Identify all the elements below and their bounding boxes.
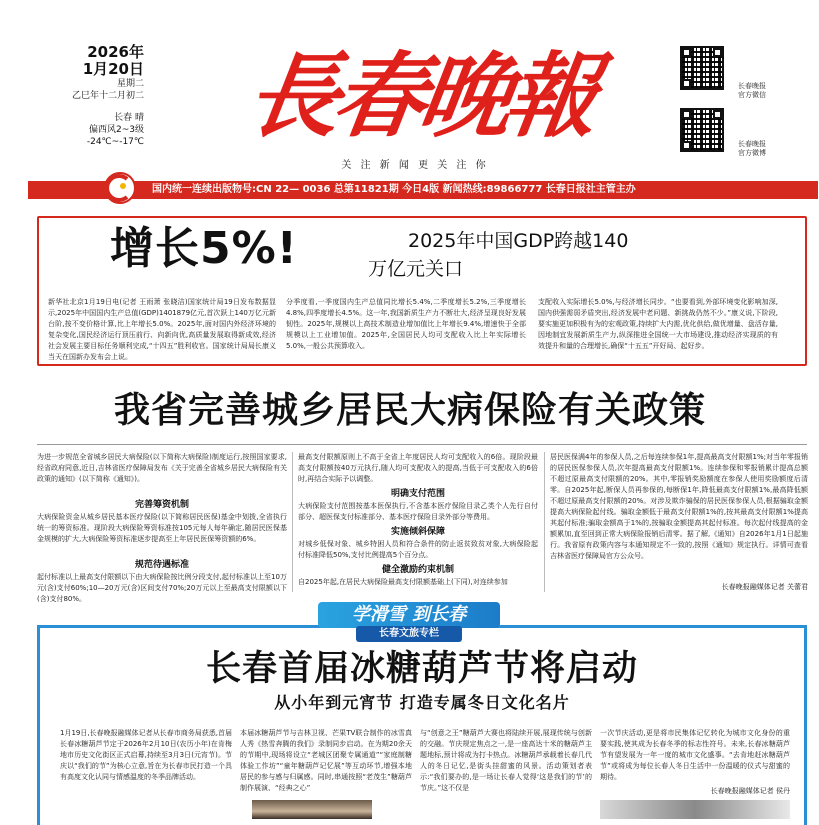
qr-wechat-label-1: 长春晚报 xyxy=(738,82,766,90)
divider xyxy=(37,444,807,445)
weather-temperature: -24℃~-17℃ xyxy=(86,137,144,147)
story2-intro: 为进一步规范全省城乡居民大病保险(以下简称大病保险)制度运行,按照国家要求,经省政府同意,近日,吉林省医疗保障局发布《关于完善全省城乡居民大病保险有关政策的通知》(以下简称《通知》)。 xyxy=(37,453,287,483)
date-lunar: 乙巳年十二月初二 xyxy=(71,91,144,101)
publication-info-text: 国内统一连续出版物号:CN 22— 0036 总第11821期 今日4版 新闻热线:89866777 长春日报社主管主办 xyxy=(152,184,636,195)
story1-column-3: 支配收入实际增长5.0%,与经济增长同步。“也要看到,外部环境变化影响加深,国内供强需弱矛盾突出,经济发展中老问题、新挑战仍然不少。”康义说,下阶段,要实施更加积极有为的宏观政策,持续扩大内需,优化供给,做优增量、盘活存量,因地制宜发展新质生产力,纵深推进全国统一大市场建设,推动经济实现质的有效提升和量的合理增长,确保“十五五”开好局、起好步。 xyxy=(538,298,778,350)
story3-photo xyxy=(600,800,790,819)
qr-code-icon[interactable] xyxy=(680,46,724,90)
story1-headline[interactable]: 增长5%! xyxy=(110,223,298,274)
story3-subtitle: 从小年到元宵节 打造专属冬日文化名片 xyxy=(274,693,570,712)
story1-column-1: 新华社北京1月19日电(记者 王雨萧 张晓洁)国家统计局19日发布数据显示,2025年中国国内生产总值(GDP)1401879亿元,首次跃上140万亿元新台阶,按不变价格计算,比上年增长5.0%。2025年,面对国内外经济环境的复杂变化,国民经济运行顶压前行、向新向优,高质量发展取得新成效,经济社会发展主要目标任务顺利完成,“十四五”胜利收官。国家统计局局长康义当天在国新办发布会上说。 xyxy=(48,298,276,361)
story1-column-2: 分季度看,一季度国内生产总值同比增长5.4%,二季度增长5.2%,三季度增长4.8%,四季度增长4.5%。这一年,我国新质生产力不断壮大,经济呈现良好发展韧性。2025年,规模以上高技术制造业增加值比上年增长9.4%,增速快于全部规模以上工业增加值。2025年,全国居民人均可支配收入比上年实际增长5.0%,一般公共预算收入。 xyxy=(286,298,526,350)
masthead-date-block xyxy=(48,44,144,148)
banner-title: 学滑雪 到长春 xyxy=(318,602,500,628)
story2-paragraph-scope: 大病保险支付范围按基本医保执行,不含基本医疗保险目录乙类个人先行自付部分、超医保支付标准部分、基本医疗保险目录外部分等费用。 xyxy=(298,502,538,521)
story2-subhead-scope: 明确支付范围 xyxy=(390,489,445,499)
qr-weibo-label-1: 长春晚报 xyxy=(738,140,766,148)
paper-emblem-icon xyxy=(101,171,139,205)
story3-byline: 长春晚报融媒体记者 侯丹 xyxy=(710,787,790,795)
story1-subtitle-line2: 万亿元关口 xyxy=(368,258,464,280)
story2-paragraph-funding: 大病保险资金从城乡居民基本医疗保险(以下简称居民医保)基金中划拨,全省执行统一的筹资标准。现阶段大病保险筹资标准按105元每人每年确定,随居民医保基金规模的扩大,大病保险筹资标准逐步提高至上年居民医保筹资额的6%。 xyxy=(37,513,287,543)
qr-wechat-label-2: 官方微信 xyxy=(738,91,766,99)
masthead-slogan: 关 注 新 闻 更 关 注 你 xyxy=(341,160,489,171)
story2-byline: 长春晚报融媒体记者 关蕾君 xyxy=(721,583,808,591)
date-weekday: 星期二 xyxy=(116,79,144,89)
date-month-day: 1月20日 xyxy=(82,60,144,78)
story3-column-3: 与“创意之王”糖葫芦大赛也将陆续开展,展现传统与创新的交融。节庆规定焦点之一,是一座高达十米的糖葫芦主题地标,预计将成为打卡热点。冰糖葫芦承载着长春几代人的冬日记忆,是街头挂甜蜜的风景。活动策划者表示:“我们要办的,是一场让长春人觉得‘这是我们的节’的节庆。”这不仅是 xyxy=(420,729,592,792)
story2-paragraph-benefits: 起付标准以上最高支付限额以下由大病保险按比例分段支付,起付标准以上至10万元(含)支付60%;10—20万元(含)区间支付70%;20万元以上至最高支付限额以下(含)支付80%。 xyxy=(37,573,287,603)
story3-headline[interactable]: 长春首届冰糖葫芦节将启动 xyxy=(205,649,638,689)
story2-paragraph-incentive: 自2025年起,在居民大病保险最高支付限额基础上(下同),对连续参加 xyxy=(298,578,508,586)
column-divider xyxy=(292,452,293,592)
story2-column-2 xyxy=(298,452,538,588)
story3-photo xyxy=(252,800,372,819)
weather-wind: 偏西风2~3级 xyxy=(89,125,144,135)
story2-subhead-tilt: 实施倾斜保障 xyxy=(390,527,445,537)
qr-code-icon[interactable] xyxy=(680,108,724,152)
column-banner[interactable] xyxy=(318,602,500,642)
story2-column-1 xyxy=(37,452,287,608)
story3-column-2: 本届冰糖葫芦节与吉林卫视、芒果TV联合制作的冰雪真人秀《热雪奔腾的我们》录制同步启动。在为期20余天的节期中,现场将设立“老城区团聚专属通道”“家庭制糖体验工作坊”“童年糖葫芦记忆展”等互动环节,增强本地居民的参与感与归属感。同时,串通按照“老茂生”糖葫芦制作展演、“经典之心” xyxy=(240,729,412,792)
weather-city: 长春 晴 xyxy=(114,113,144,123)
qr-weibo-label-2: 官方微博 xyxy=(738,149,766,157)
story3-column-4: 一次节庆活动,更是将市民集体记忆转化为城市文化身份的重要实践,使其成为长春冬季的标志性符号。未来,长春冰糖葫芦节有望发展为一年一度的城市文化盛事。“去肯地赶冰糖葫芦节”或将成为每位长春人冬日生活中一份温暖的仪式与甜蜜的期待。 xyxy=(600,729,790,781)
story2-subhead-benefits: 规范待遇标准 xyxy=(134,560,189,570)
story3-column-1: 1月19日,长春晚报融媒体记者从长春市商务局获悉,首届长春冰糖葫芦节定于2026年2月10日(农历小年)在肯梅地市历史文化街区正式启幕,持续至3月3日(元宵节)。节庆以“我们的节”为核心立意,旨在为长春市民打造一个具有高度文化认同与情感温度的冬季品牌活动。 xyxy=(60,729,232,781)
story2-paragraph-tilt: 对城乡低保对象、城乡特困人员和符合条件的防止返贫致贫对象,大病保险起付标准降低50%,支付比例提高5个百分点。 xyxy=(298,540,538,559)
paper-name: 長春晚報 xyxy=(240,42,600,150)
story2-subhead-funding: 完善筹资机制 xyxy=(134,500,189,510)
column-divider xyxy=(544,452,545,592)
story2-headline[interactable]: 我省完善城乡居民大病保险有关政策 xyxy=(113,390,706,431)
story2-subhead-incentive: 健全激励约束机制 xyxy=(381,565,454,575)
story2-column-3: 居民医保满4年的参保人员,之后每连续参保1年,提高最高支付限额1%;对当年零报销的居民医保参保人员,次年提高最高支付限额1%。连续参保和零报销累计提高总额不超过原最高支付限额的20%。其中,零报销奖励额度在参保人使用奖励额度后清零。自2025年起,断保人员再参保的,每断保1年,降低最高支付限额1%,最高降低额不超过原最高支付限额的20%。对涉及欺诈骗保的居民医保参保人员,根据骗取金额提高大病保险起付线。骗取金额低于最高支付限额1%的,按其最高支付限额1%提高其起付标准;骗取金额高于1%的,按骗取金额提高其起付标准。每次起付线提高的金额累加,直至回到正常大病保险报销后清零。据了解,《通知》自2026年1月1日起施行。我省原有政策内容与本通知规定不一致的,按照《通知》规定执行。详情可查看吉林省医疗保障局官方公众号。 xyxy=(550,453,808,560)
story2-paragraph-limit: 最高支付限额原则上不高于全省上年度居民人均可支配收入的6倍。现阶段最高支付限额按40万元执行,随人均可支配收入的提高,当低于可支配收入的6倍时,再结合实际予以调整。 xyxy=(298,453,538,483)
story1-subtitle-line1: 2025年中国GDP跨越140 xyxy=(408,230,629,252)
banner-subtitle: 长春文旅专栏 xyxy=(356,626,462,642)
date-year: 2026年 xyxy=(87,43,144,61)
paper-logo xyxy=(205,40,635,160)
